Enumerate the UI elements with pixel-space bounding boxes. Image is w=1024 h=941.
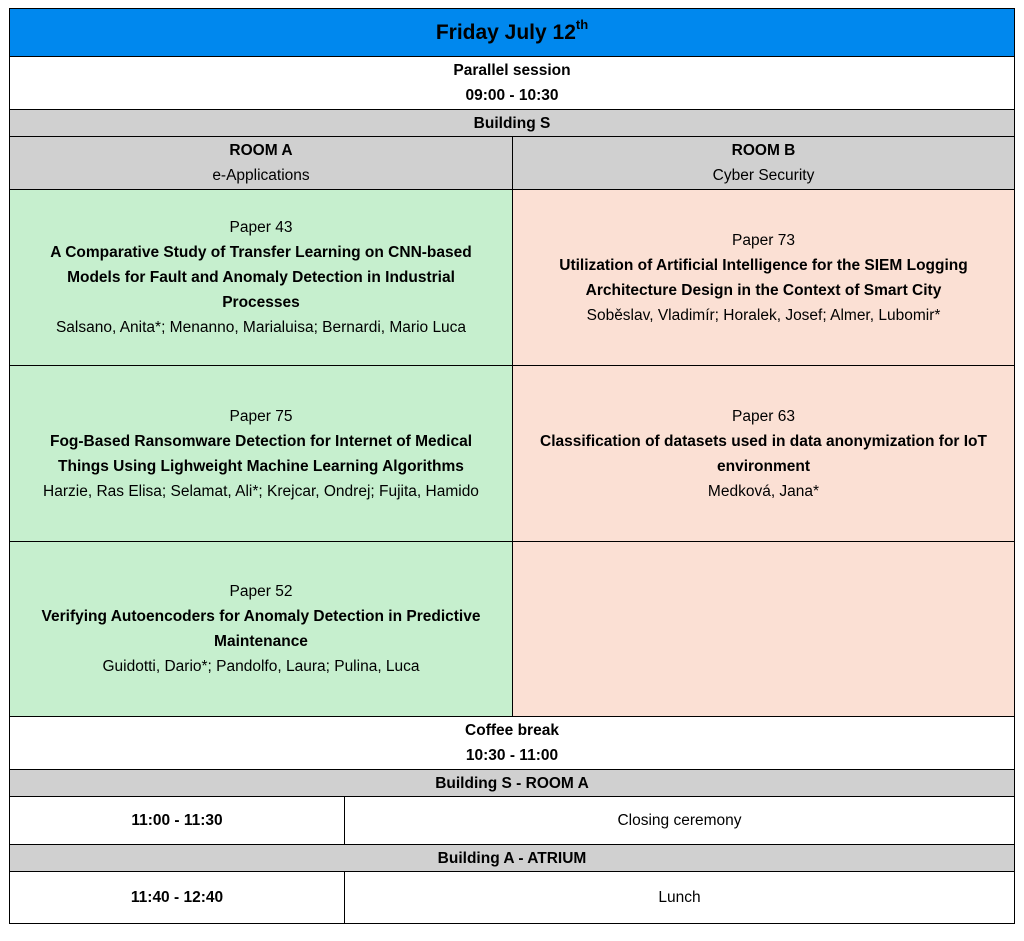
closing-time-cell (9, 796, 345, 845)
paper-id: Paper 43 (229, 219, 293, 236)
closing-building-row (9, 769, 1015, 797)
parallel-session-row (9, 56, 1015, 110)
closing-event-cell (344, 796, 1015, 845)
lunch-event: Lunch (658, 889, 701, 906)
paper-title-line: A Comparative Study of Transfer Learning on CNN-based (50, 244, 472, 261)
lunch-time-cell (9, 871, 345, 924)
paper-title-line: environment (716, 457, 810, 475)
room-a-track: e-Applications (212, 167, 310, 184)
paper-title-line: Processes (222, 294, 300, 311)
paper-title-line: Utilization of Artificial Intelligence for the SIEM Logging (559, 256, 968, 274)
paper-title-line: Models for Fault and Anomaly Detection in Industrial (67, 269, 455, 286)
lunch-building-label: Building A - ATRIUM (437, 849, 587, 867)
closing-time: 11:00 - 11:30 (131, 812, 223, 829)
paper-cell-b-1 (512, 189, 1015, 366)
paper-cell-b-empty (512, 541, 1015, 717)
lunch-event-cell (344, 871, 1015, 924)
paper-authors: Medková, Jana* (707, 482, 820, 500)
lunch-time: 11:40 - 12:40 (130, 889, 224, 906)
day-title-superscript: th (575, 16, 589, 32)
break-label: Coffee break (465, 722, 559, 739)
paper-title-line: Verifying Autoencoders for Anomaly Detection in Predictive (41, 608, 481, 625)
closing-event: Closing ceremony (617, 812, 742, 829)
paper-title-line: Things Using Lighweight Machine Learning Algorithms (58, 457, 464, 475)
paper-authors: Soběslav, Vladimír; Horalek, Josef; Almer, Lubomir* (586, 306, 941, 324)
paper-id: Paper 52 (229, 583, 293, 600)
paper-authors: Harzie, Ras Elisa; Selamat, Ali*; Krejcar, Ondrej; Fujita, Hamido (43, 482, 479, 500)
day-title-text: Friday July 12 (435, 20, 576, 44)
paper-cell-a-1 (9, 189, 513, 366)
paper-authors: Guidotti, Dario*; Pandolfo, Laura; Pulina, Luca (102, 658, 420, 675)
building-row (9, 109, 1015, 137)
paper-title-line: Fog-Based Ransomware Detection for Internet of Medical (49, 432, 472, 450)
coffee-break-row (9, 716, 1015, 770)
room-a-header (9, 136, 513, 190)
paper-title-line: Maintenance (214, 633, 308, 650)
lunch-building-row (9, 844, 1015, 872)
day-header (9, 8, 1015, 57)
paper-id: Paper 75 (229, 407, 293, 425)
room-b-track: Cyber Security (712, 167, 815, 184)
session-label: Parallel session (453, 62, 571, 79)
session-time: 09:00 - 10:30 (465, 87, 559, 104)
break-time: 10:30 - 11:00 (465, 747, 559, 764)
closing-building-label: Building S - ROOM A (435, 774, 589, 792)
building-label: Building S (473, 114, 551, 132)
paper-cell-b-2 (512, 365, 1015, 542)
paper-cell-a-3 (9, 541, 513, 717)
paper-title-line: Classification of datasets used in data anonymization for IoT (540, 432, 987, 450)
room-b-name: ROOM B (731, 142, 796, 159)
paper-id: Paper 73 (732, 231, 795, 249)
paper-title-line: Architecture Design in the Context of Smart City (585, 281, 942, 299)
day-title (435, 16, 589, 45)
paper-cell-a-2 (9, 365, 513, 542)
paper-authors: Salsano, Anita*; Menanno, Marialuisa; Bernardi, Mario Luca (55, 319, 467, 336)
room-a-name: ROOM A (229, 142, 293, 159)
paper-id: Paper 63 (732, 407, 795, 425)
room-b-header (512, 136, 1015, 190)
